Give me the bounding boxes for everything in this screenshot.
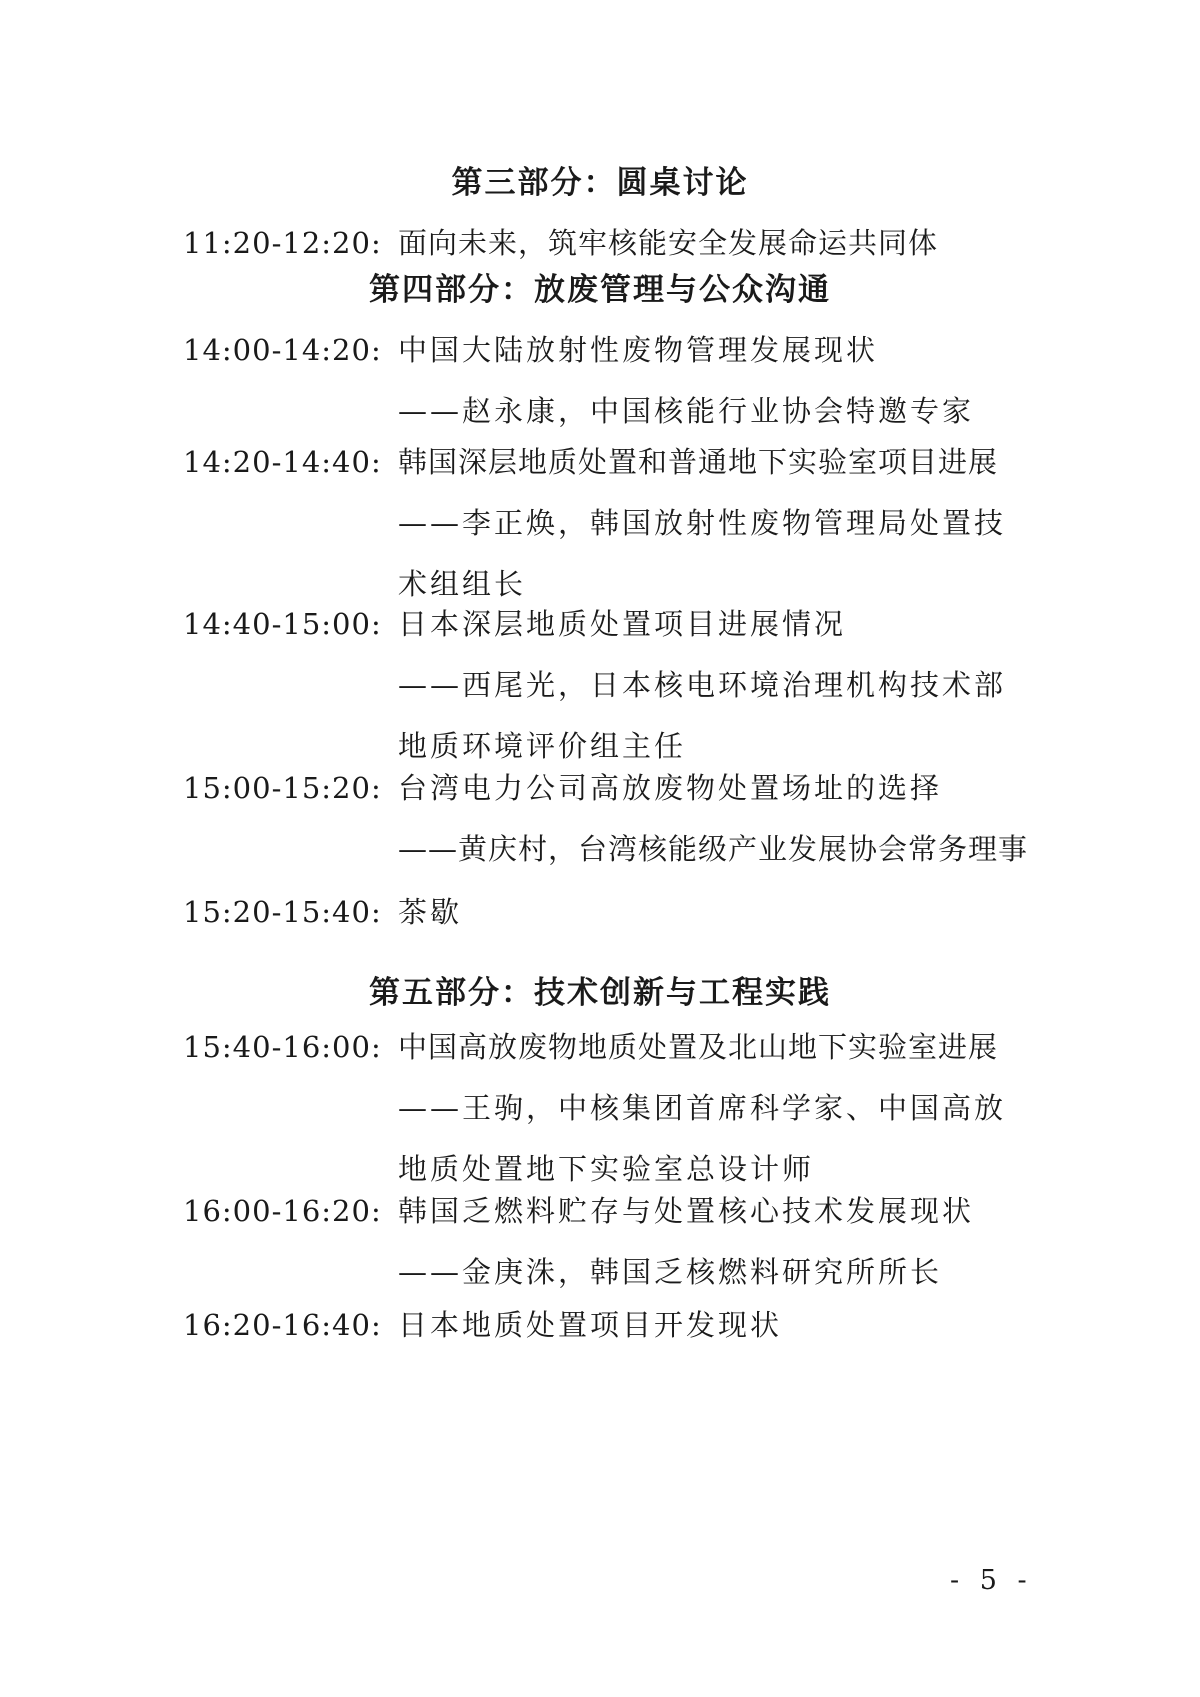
agenda-content bbox=[398, 892, 1058, 953]
agenda-time: 14:20-14:40: bbox=[183, 445, 382, 479]
agenda-line: 台湾电力公司高放废物处置场址的选择 bbox=[398, 771, 943, 805]
agenda-time: 15:20-15:40: bbox=[183, 895, 382, 929]
agenda-content bbox=[398, 1305, 1058, 1366]
agenda-line: 韩国深层地质处置和普通地下实验室项目进展 bbox=[398, 445, 999, 479]
section-title-waste-management: 第四部分：放废管理与公众沟通 bbox=[369, 272, 831, 308]
agenda-time: 14:40-15:00: bbox=[183, 607, 382, 641]
agenda-line: 中国大陆放射性废物管理发展现状 bbox=[398, 333, 879, 367]
section-title-technology: 第五部分：技术创新与工程实践 bbox=[369, 975, 831, 1011]
agenda-time: 16:00-16:20: bbox=[183, 1194, 382, 1228]
agenda-time: 15:40-16:00: bbox=[183, 1030, 382, 1064]
speaker-line: 术组组长 bbox=[398, 567, 527, 601]
agenda-time: 14:00-14:20: bbox=[183, 333, 382, 367]
speaker-line: 地质环境评价组主任 bbox=[398, 729, 687, 763]
speaker-line: ——王驹，中核集团首席科学家、中国高放 bbox=[398, 1091, 1007, 1125]
agenda-content bbox=[398, 1027, 1058, 1210]
agenda-content bbox=[398, 604, 1058, 787]
agenda-time: 15:00-15:20: bbox=[183, 771, 382, 805]
speaker-line: ——李正焕，韩国放射性废物管理局处置技 bbox=[398, 506, 1007, 540]
page-number: - 5 - bbox=[950, 1565, 1033, 1596]
speaker-line: ——赵永康，中国核能行业协会特邀专家 bbox=[398, 394, 975, 428]
agenda-line: 韩国乏燃料贮存与处置核心技术发展现状 bbox=[398, 1194, 975, 1228]
section-title-roundtable: 第三部分：圆桌讨论 bbox=[451, 165, 749, 201]
speaker-line: 地质处置地下实验室总设计师 bbox=[398, 1152, 815, 1186]
agenda-line: 面向未来，筑牢核能安全发展命运共同体 bbox=[398, 226, 939, 260]
speaker-line: ——西尾光，日本核电环境治理机构技术部 bbox=[398, 668, 1007, 702]
agenda-time: 16:20-16:40: bbox=[183, 1308, 382, 1342]
agenda-line: 中国高放废物地质处置及北山地下实验室进展 bbox=[398, 1030, 999, 1064]
agenda-line: 日本深层地质处置项目进展情况 bbox=[398, 607, 847, 641]
agenda-content bbox=[398, 768, 1058, 890]
agenda-content bbox=[398, 330, 1058, 452]
speaker-line: ——金庚洙，韩国乏核燃料研究所所长 bbox=[398, 1255, 943, 1289]
agenda-time: 11:20-12:20: bbox=[183, 226, 382, 260]
agenda-line: 茶歇 bbox=[398, 895, 463, 929]
agenda-content bbox=[398, 442, 1058, 625]
speaker-line: ——黄庆村，台湾核能级产业发展协会常务理事 bbox=[398, 832, 1029, 866]
agenda-content bbox=[398, 1191, 1058, 1313]
agenda-line: 日本地质处置项目开发现状 bbox=[398, 1308, 783, 1342]
